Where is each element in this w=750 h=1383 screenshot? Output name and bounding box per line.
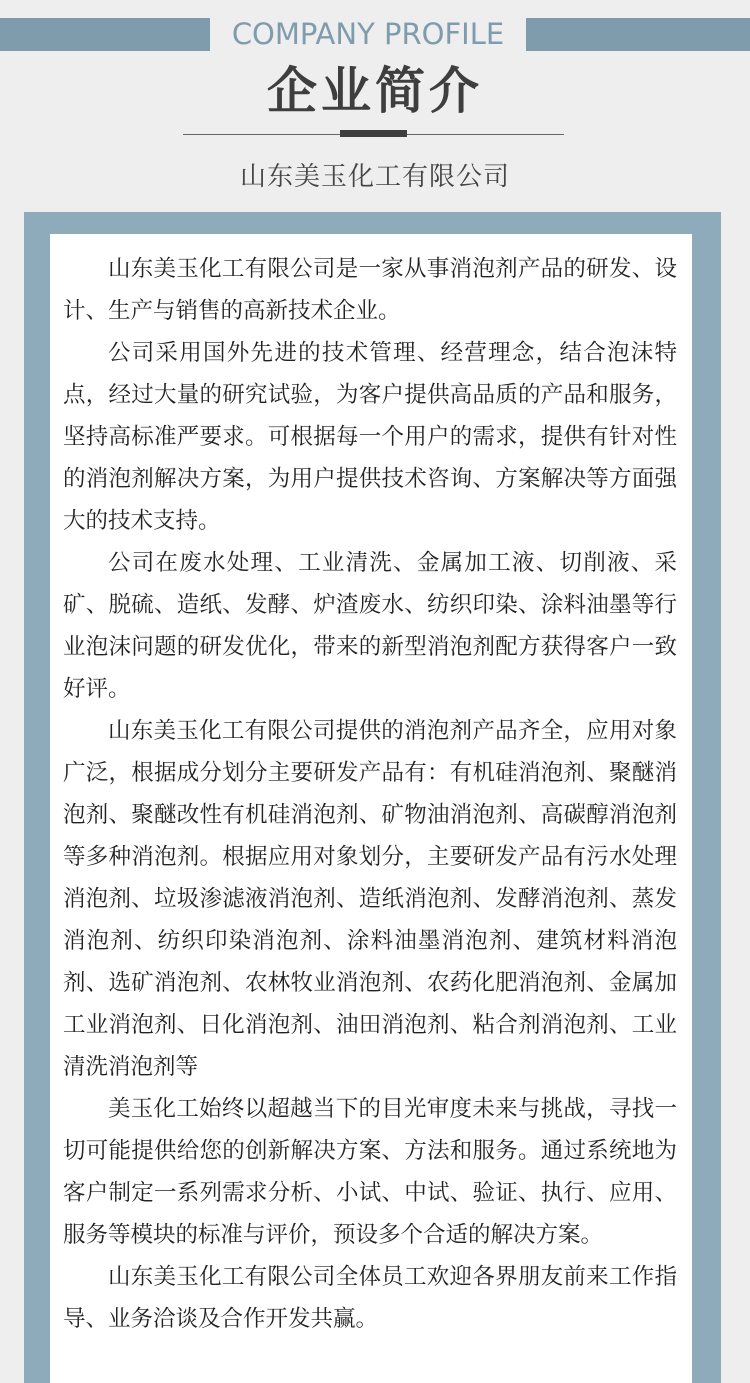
profile-paragraph-vision: 美玉化工始终以超越当下的目光审度未来与挑战，寻找一切可能提供给您的创新解决方案、方法和服务。通过系统地为客户制定一系列需求分析、小试、中试、验证、执行、应用、服务等模块的标准与评价，预设多个合适的解决方案。	[63, 1096, 677, 1248]
profile-text	[63, 248, 677, 1340]
profile-paragraph-products: 山东美玉化工有限公司提供的消泡剂产品齐全，应用对象广泛，根据成分划分主要研发产品有：有机硅消泡剂、聚醚消泡剂、聚醚改性有机硅消泡剂、矿物油消泡剂、高碳醇消泡剂等多种消泡剂。根据应用对象划分，主要研发产品有污水处理消泡剂、垃圾渗滤液消泡剂、造纸消泡剂、发酵消泡剂、蒸发消泡剂、纺织印染消泡剂、涂料油墨消泡剂、建筑材料消泡剂、选矿消泡剂、农林牧业消泡剂、农药化肥消泡剂、金属加工业消泡剂、日化消泡剂、油田消泡剂、粘合剂消泡剂、工业清洗消泡剂等	[63, 718, 677, 1080]
english-title: COMPANY PROFILE	[231, 17, 505, 51]
profile-paragraph-welcome: 山东美玉化工有限公司全体员工欢迎各界朋友前来工作指导、业务洽谈及合作开发共赢。	[63, 1264, 677, 1332]
profile-paragraph-industries: 公司在废水处理、工业清洗、金属加工液、切削液、采矿、脱硫、造纸、发酵、炉渣废水、纺织印染、涂料油墨等行业泡沫问题的研发优化，带来的新型消泡剂配方获得客户一致好评。	[63, 550, 677, 702]
profile-paragraph-management: 公司采用国外先进的技术管理、经营理念，结合泡沫特点，经过大量的研究试验，为客户提供高品质的产品和服务，坚持高标准严要求。可根据每一个用户的需求，提供有针对性的消泡剂解决方案，为用户提供技术咨询、方案解决等方面强大的技术支持。	[63, 340, 677, 534]
header-bar-right	[526, 18, 750, 51]
company-name-subtitle: 山东美玉化工有限公司	[239, 162, 510, 192]
page-title: 企业简介	[267, 62, 483, 120]
title-divider-accent	[340, 130, 407, 137]
profile-paragraph-intro: 山东美玉化工有限公司是一家从事消泡剂产品的研发、设计、生产与销售的高新技术企业。	[63, 256, 677, 324]
header-bar-left	[0, 18, 210, 51]
